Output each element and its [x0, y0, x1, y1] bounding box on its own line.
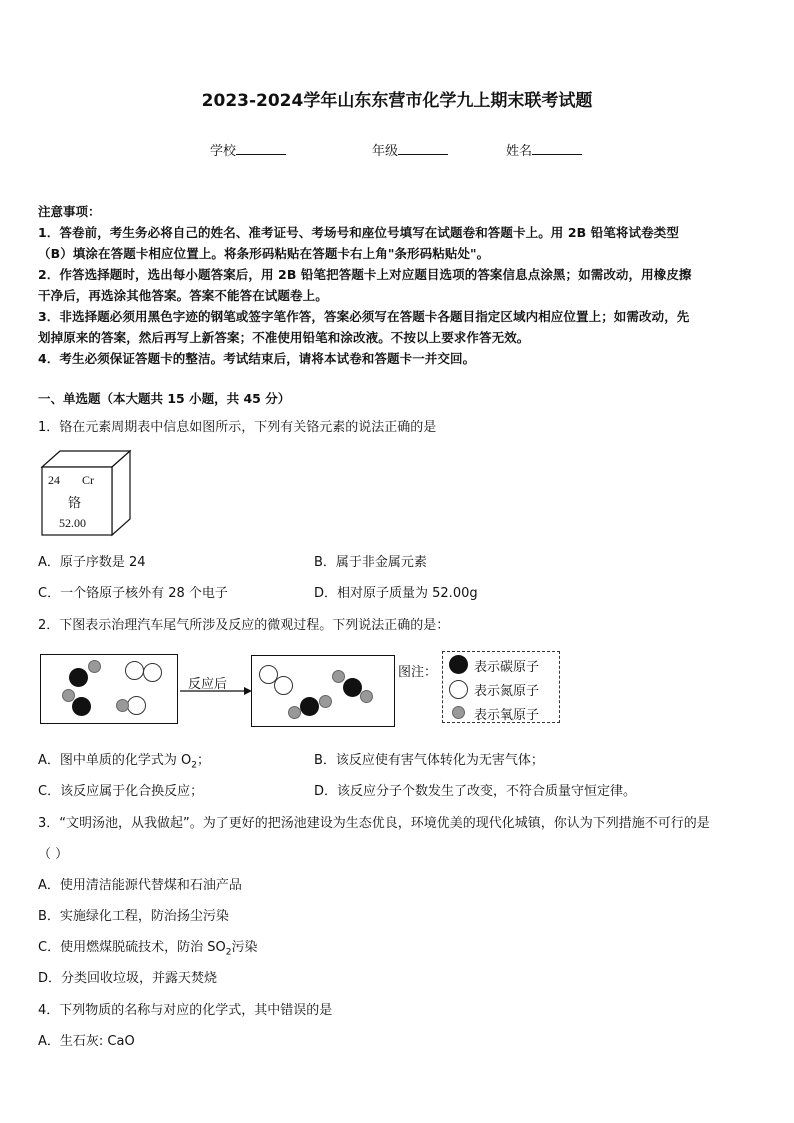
element-cube-icon	[40, 449, 132, 537]
question-3-stem: 3．“文明汤池，从我做起”。为了更好的把汤池建设为生态优良，环境优美的现代化城镇，你认为下列措施不可行的是	[38, 816, 710, 831]
note-line: （B）填涂在答题卡相应位置上。将条形码粘贴在答题卡右上角"条形码粘贴处"。	[38, 246, 490, 261]
note-line: 干净后，再选涂其他答案。答案不能答在试题卷上。	[38, 288, 328, 303]
q1-option-c: C．一个铬原子核外有 28 个电子	[38, 586, 228, 601]
grade-label: 年级	[372, 144, 399, 159]
nitrogen-legend-icon	[449, 680, 468, 699]
products-box	[251, 655, 395, 727]
note-line: 4．考生必须保证答题卡的整洁。考试结束后，请将本试卷和答题卡一并交回。	[38, 351, 476, 366]
q2-option-a-text: A．图中单质的化学式为 O	[38, 753, 192, 768]
nitrogen-atom	[127, 696, 146, 715]
carbon-atom	[72, 697, 91, 716]
q3-option-a: A．使用清洁能源代替煤和石油产品	[38, 878, 242, 893]
q1-option-b: B．属于非金属元素	[314, 555, 427, 570]
carbon-atom	[300, 697, 319, 716]
q3-option-d: D．分类回收垃圾，并露天焚烧	[38, 971, 218, 986]
q2-option-a-end: ；	[197, 753, 211, 768]
oxygen-atom	[88, 660, 101, 673]
atomic-number: 24	[48, 473, 60, 487]
school-field	[210, 140, 286, 159]
q3-option-c	[38, 936, 257, 958]
school-blank	[236, 142, 286, 155]
name-label: 姓名	[506, 144, 533, 159]
oxygen-atom	[116, 699, 129, 712]
q1-option-a: A．原子序数是 24	[38, 555, 146, 570]
carbon-atom	[343, 678, 362, 697]
nitrogen-atom	[274, 676, 293, 695]
oxygen-atom	[62, 689, 75, 702]
element-name: 铬	[68, 495, 82, 510]
arrow-right-icon	[180, 686, 252, 696]
oxygen-atom	[360, 690, 373, 703]
carbon-atom	[69, 668, 88, 687]
arrow-label: 反应后	[188, 677, 228, 692]
q4-option-a: A．生石灰: CaO	[38, 1034, 135, 1049]
element-cell-figure	[40, 449, 132, 541]
element-symbol: Cr	[82, 473, 94, 487]
question-4-stem: 4．下列物质的名称与对应的化学式，其中错误的是	[38, 1003, 333, 1018]
q3-option-c-end: 污染	[231, 940, 258, 955]
legend-oxygen-label: 表示氧原子	[474, 708, 540, 723]
legend-prefix: 图注：	[398, 665, 438, 680]
oxygen-atom	[332, 670, 345, 683]
oxygen-atom	[319, 695, 332, 708]
reactants-box	[40, 654, 178, 724]
school-label: 学校	[210, 144, 237, 159]
q2-option-c: C．该反应属于化合换反应；	[38, 784, 204, 799]
q1-option-d: D．相对原子质量为 52.00g	[314, 586, 478, 601]
carbon-legend-icon	[449, 655, 468, 674]
name-blank	[532, 142, 582, 155]
q2-option-d: D．该反应分子个数发生了改变，不符合质量守恒定律。	[314, 784, 637, 799]
legend-nitrogen-label: 表示氮原子	[474, 684, 540, 699]
page-title: 2023-2024学年山东东营市化学九上期末联考试题	[201, 91, 593, 111]
legend-carbon-label: 表示碳原子	[474, 660, 540, 675]
nitrogen-atom	[143, 663, 162, 682]
q2-option-b: B．该反应使有害气体转化为无害气体；	[314, 753, 544, 768]
grade-field	[372, 140, 448, 159]
question-3-paren: （ ）	[38, 847, 69, 862]
q3-option-c-text: C．使用燃煤脱硫技术，防治 SO	[38, 940, 226, 955]
note-line: 3．非选择题必须用黑色字迹的钢笔或签字笔作答，答案必须写在答题卡各题目指定区域内相应位置上；如需改动，先	[38, 309, 690, 324]
q2-option-a-subscript: 2	[191, 760, 197, 771]
note-line: 1．答卷前，考生务必将自己的姓名、准考证号、考场号和座位号填写在试题卷和答题卡上。用 2B 铅笔将试卷类型	[38, 225, 679, 240]
q2-option-a	[38, 749, 210, 771]
section-heading: 一、单选题（本大题共 15 小题，共 45 分）	[38, 391, 291, 406]
q3-option-b: B．实施绿化工程，防治扬尘污染	[38, 909, 229, 924]
note-line: 2．作答选择题时，选出每小题答案后，用 2B 铅笔把答题卡上对应题目选项的答案信息点涂黑；如需改动，用橡皮擦	[38, 267, 692, 282]
question-1-stem: 1．铬在元素周期表中信息如图所示，下列有关铬元素的说法正确的是	[38, 420, 437, 435]
notes-heading: 注意事项：	[38, 204, 101, 219]
oxygen-atom	[288, 706, 301, 719]
legend-box	[442, 651, 560, 723]
grade-blank	[398, 142, 448, 155]
nitrogen-atom	[125, 661, 144, 680]
note-line: 划掉原来的答案，然后再写上新答案；不准使用铅笔和涂改液。不按以上要求作答无效。	[38, 330, 530, 345]
name-field	[506, 140, 582, 159]
q3-option-c-subscript: 2	[225, 947, 232, 958]
atomic-mass: 52.00	[59, 516, 86, 530]
question-2-stem: 2．下图表示治理汽车尾气所涉及反应的微观过程。下列说法正确的是：	[38, 618, 450, 633]
oxygen-legend-icon	[452, 706, 465, 719]
